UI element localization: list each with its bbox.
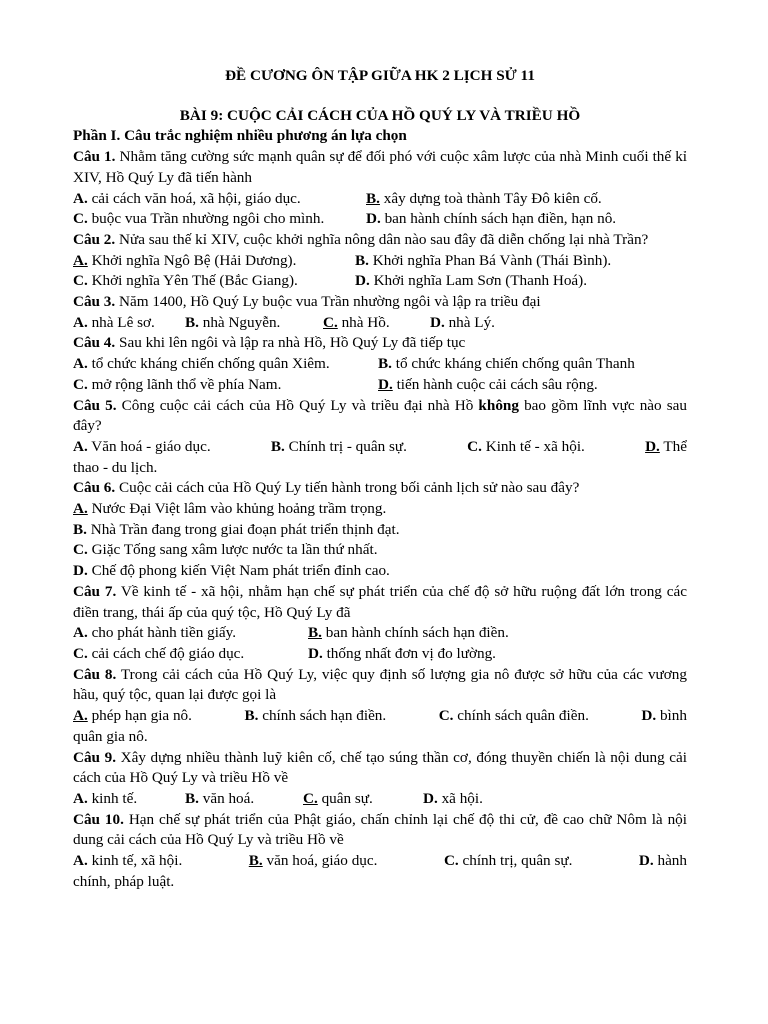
text-span: chính sách quân điền. [457,707,589,725]
option-label: C. [443,852,459,870]
option-a [73,189,366,210]
option-c [323,313,430,334]
option-label: D. [308,644,323,662]
text-span: kinh tế, xã hội. [91,852,183,870]
question-10 [73,810,687,851]
options-row [73,789,687,810]
option-label: A. [73,624,88,642]
text-span: Câu 7. [73,582,117,600]
option-b [355,251,611,272]
option-label: D. [645,437,660,455]
text-span: cải cách văn hoá, xã hội, giáo dục. [91,189,301,207]
text-span: Kinh tế - xã hội. [485,437,585,455]
document-content [73,66,687,892]
text-span: tiến hành cuộc cải cách sâu rộng. [396,375,598,393]
text-span: cải cách chế độ giáo dục. [91,644,245,662]
text-span: nhà Lê sơ. [91,313,155,331]
option-a [73,499,687,520]
option-b [73,520,687,541]
text-span: Giặc Tống sang xâm lược nước ta lần thứ nhất. [91,541,378,559]
text-span: Công cuộc cải cách của Hồ Quý Ly và triều đại nhà Hồ [121,396,474,414]
question-number: Câu 1. [73,148,116,166]
option-b [185,789,303,810]
text-span: Khởi nghĩa Ngô Bệ (Hải Dương). [91,251,297,269]
question-2 [73,230,687,251]
text-span: mở rộng lãnh thổ về phía Nam. [91,375,282,393]
option-c [73,209,366,230]
text-span: xây dựng toà thành Tây Đô kiên cố. [383,189,602,207]
text-span: Khởi nghĩa Phan Bá Vành (Thái Bình). [372,251,612,269]
option-label: B. [270,437,285,455]
question-4 [73,333,687,354]
emphasis-khong: không [478,396,519,414]
option-label: B. [185,789,199,807]
text-span: Câu 3. [73,293,116,311]
option-a [73,437,211,458]
options-row [73,313,687,334]
text-span: bao gồm lĩnh vực nào sau đây? [73,396,687,435]
question-8 [73,665,687,706]
option-c [467,437,585,458]
text-span: Khởi nghĩa Lam Sơn (Thanh Hoá). [373,272,588,290]
option-label: D. [638,852,654,870]
text-span: xã hội. [441,789,483,807]
option-label: A. [73,251,88,269]
option-label: D. [641,707,657,725]
option-label: D. [378,375,393,393]
option-c [73,644,308,665]
text-span: Câu 8. [73,665,117,683]
option-label: C. [467,437,482,455]
option-label: B. [355,251,369,269]
option-label: C. [323,313,338,331]
text-span: chính trị, quân sự. [462,852,573,870]
option-label: B. [366,189,380,207]
option-b [185,313,323,334]
options-row [73,706,687,727]
option-label: B. [73,520,87,538]
option-c [73,271,355,292]
option-label: A. [73,852,88,870]
lesson-title: BÀI 9: CUỘC CẢI CÁCH CỦA HỒ QUÝ LY VÀ TRIỀU HỒ [179,106,581,124]
text-span: buộc vua Trần nhường ngôi cho mình. [91,210,325,228]
option-label: C. [73,210,88,228]
option-b [366,189,602,210]
option-label: D. [355,272,370,290]
option-d-continuation: chính, pháp luật. [73,872,175,890]
option-label: C. [303,789,318,807]
options-row [73,209,687,230]
option-b [308,623,509,644]
question-9 [73,748,687,789]
option-d-continuation: thao - du lịch. [73,458,158,476]
text-span: Chế độ phong kiến Việt Nam phát triển đỉnh cao. [91,562,390,580]
text-span: Nhà Trần đang trong giai đoạn phát triển thịnh đạt. [90,520,400,538]
option-label: D. [430,313,445,331]
text-span: cho phát hành tiền giấy. [91,624,237,642]
text-span: thống nhất đơn vị đo lường. [326,644,496,662]
option-label: C. [73,541,88,559]
option-d [430,313,495,334]
options-row [73,623,687,644]
options-row [73,189,687,210]
text-span: văn hoá, giáo dục. [266,852,378,870]
question-7 [73,582,687,623]
option-label: D. [366,210,381,228]
option-b [249,851,378,872]
text-span: Câu 9. [73,748,116,766]
option-label: D. [423,789,438,807]
text-span: phép hạn gia nô. [91,707,192,725]
option-d [355,271,587,292]
option-b [244,706,386,727]
option-a [73,851,182,872]
text-span: Cuộc cải cách của Hồ Quý Ly tiến hành trong bối cảnh lịch sử nào sau đây? [119,479,580,497]
option-label: B. [244,707,259,725]
text-span: nhà Hồ. [341,313,390,331]
part-heading: Phần I. Câu trắc nghiệm nhiều phương án lựa chọn [73,127,407,145]
option-label: C. [73,375,88,393]
option-label: C. [438,707,454,725]
options-row [73,437,687,458]
question-5 [73,396,687,437]
option-b [378,354,635,375]
option-a [73,623,308,644]
text-span: Sau khi lên ngôi và lập ra nhà Hồ, Hồ Quý Ly đã tiếp tục [119,334,466,352]
text-span: Hạn chế sự phát triển của Phật giáo, chấn chỉnh lại chế độ thi cử, đề cao chữ Nôm là nội dung cải cách của Hồ Quý Ly và triều Hồ về [73,810,687,849]
option-a [73,789,185,810]
options-row [73,271,687,292]
option-label: A. [73,500,88,518]
option-label: A. [73,789,88,807]
options-row [73,644,687,665]
document-title: ĐỀ CƯƠNG ÔN TẬP GIỮA HK 2 LỊCH SỬ 11 [225,67,535,84]
option-label: C. [73,272,88,290]
text-span: Câu 2. [73,230,116,248]
text-span: Về kinh tế - xã hội, nhằm hạn chế sự phát triển của chế độ sở hữu ruộng đất lớn trong các điền trang, thái ấp của quý tộc, Hồ Quý Ly đã [73,582,687,621]
option-a [73,706,192,727]
text-span: ban hành chính sách hạn điền, hạn nô. [384,210,617,228]
option-d [639,851,687,872]
option-label: D. [73,562,88,580]
text-span: Xây dựng nhiều thành luỹ kiên cố, chế tạo súng thần cơ, đóng thuyền chiến là nội dung cải cách của Hồ Quý Ly và triều Hồ về [73,748,687,787]
text-span: tổ chức kháng chiến chống quân Thanh [395,355,635,373]
text-span: Thể [663,437,687,455]
option-label: B. [185,313,199,331]
text-span: Trong cải cách của Hồ Quý Ly, việc quy định số lượng gia nô được sở hữu của các vương hầu, quý tộc, quan lại được gọi là [73,665,687,704]
text-span: bình [659,707,687,725]
option-d [73,561,687,582]
option-a [73,354,378,375]
option-c [73,540,687,561]
text-span: Câu 5. [73,396,117,414]
option-label: A. [73,707,88,725]
option-label: A. [73,437,88,455]
text-span: chính sách hạn điền. [262,707,387,725]
option-label: A. [73,189,88,207]
question-text: Nhằm tăng cường sức mạnh quân sự để đối phó với cuộc xâm lược của nhà Minh cuối thế kỉ XIV, Hồ Quý Ly đã tiến hành [73,148,688,186]
option-label: A. [73,313,88,331]
text-span: Câu 6. [73,479,116,497]
option-d [645,437,687,458]
text-span: Nửa sau thế kỉ XIV, cuộc khởi nghĩa nông dân nào sau đây đã diễn chống lại nhà Trần? [119,230,649,248]
option-label: C. [73,644,88,662]
text-span: nhà Nguyễn. [202,313,281,331]
option-label: B. [378,355,392,373]
text-span: Câu 4. [73,334,116,352]
text-span: tổ chức kháng chiến chống quân Xiêm. [91,355,330,373]
option-c [73,375,378,396]
option-d [308,644,496,665]
options-row [73,375,687,396]
option-c [303,789,423,810]
option-a [73,251,355,272]
text-span: Năm 1400, Hồ Quý Ly buộc vua Trần nhường ngôi và lập ra triều đại [119,293,541,311]
options-row [73,851,687,872]
text-span: văn hoá. [202,789,255,807]
text-span: ban hành chính sách hạn điền. [325,624,509,642]
option-label: B. [248,852,263,870]
question-1 [73,147,687,188]
option-a [73,313,185,334]
options-row [73,354,687,375]
options-row [73,251,687,272]
text-span: nhà Lý. [448,313,495,331]
text-span: Chính trị - quân sự. [288,437,407,455]
option-d [641,706,687,727]
option-d [378,375,598,396]
option-label: A. [73,355,88,373]
text-span: quân sự. [321,789,373,807]
option-d [366,209,616,230]
text-span: Câu 10. [73,810,124,828]
question-3 [73,292,687,313]
text-span: kinh tế. [91,789,138,807]
text-span: Văn hoá - giáo dục. [91,437,211,455]
option-b [271,437,407,458]
text-span: hành [657,852,687,870]
option-c [439,706,589,727]
option-d [423,789,483,810]
option-c [444,851,572,872]
option-d-continuation: quân gia nô. [73,727,148,745]
text-span: Khởi nghĩa Yên Thế (Bắc Giang). [91,272,298,290]
option-label: B. [308,624,322,642]
question-6 [73,478,687,499]
text-span: Nước Đại Việt lâm vào khủng hoảng trầm trọng. [91,500,387,518]
